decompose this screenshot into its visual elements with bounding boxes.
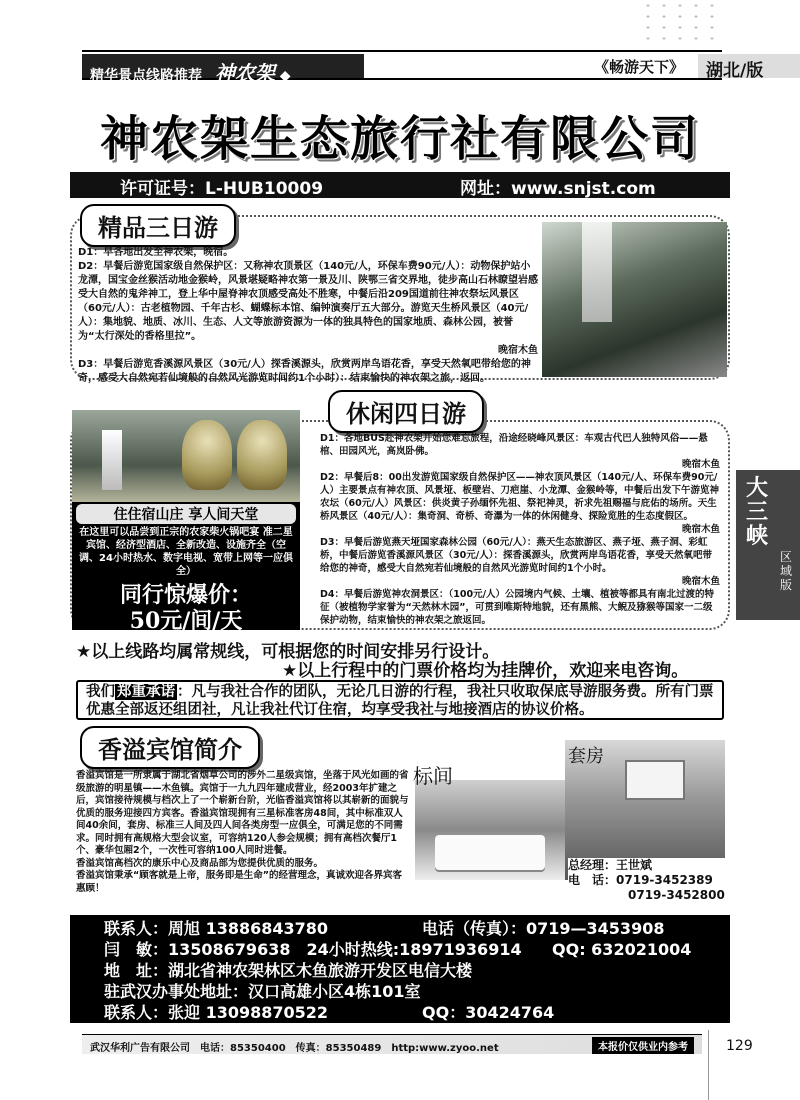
magazine-name: 《畅游天下》 bbox=[594, 58, 685, 76]
license-bar bbox=[70, 172, 730, 198]
hotel-manager-box bbox=[568, 858, 728, 903]
contact-block bbox=[70, 915, 730, 1023]
decorative-dots bbox=[640, 0, 720, 40]
monkey-figure bbox=[237, 420, 287, 490]
footer-bar bbox=[82, 1034, 702, 1054]
commitment-text: ：凡与我社合作的团队，无论几日游的行程，我社只收取保底导游服务费。所有门票优惠全部返还组团社，凡让我社代订住宿，均享受我社与地接酒店的协议价格。 bbox=[86, 684, 714, 718]
commitment-highlight: 郑重承诺 bbox=[117, 684, 175, 700]
standard-room-label: 标间 bbox=[413, 764, 453, 788]
contact-3: 联系人：张迎 13098870522 bbox=[104, 1003, 329, 1022]
hotel-description bbox=[76, 770, 411, 895]
tour3-day3: D3：早餐后游览香溪源风景区（30元/人）探香溪源头，欣赏两岸鸟语花香，享受天然氧吧带给您的神奇，感受大自然宛若仙境般的自然风光游览时间约1个小时）：结束愉快的神农架之旅，返回。 bbox=[78, 359, 531, 384]
promo-price: 50元/间/天 bbox=[129, 608, 243, 634]
hotel-phone-label: 电 话： bbox=[568, 873, 617, 887]
website: 网址：www.snjst.com bbox=[460, 179, 656, 199]
waterfall-photo bbox=[542, 222, 727, 377]
farmhouse-promo bbox=[72, 502, 300, 634]
series-label: 精华景点线路推荐 bbox=[90, 68, 202, 84]
promo-description: 在这里可以品尝到正宗的农家柴火锅吧宴 准二星宾馆、经济型酒店、全新改造、设施齐全（空调、24小时热水、数字电视、宽带上网等一应俱全） bbox=[79, 527, 293, 577]
golden-monkey-photo bbox=[72, 410, 300, 502]
hotel-title: 香溢宾馆简介 bbox=[80, 726, 260, 769]
standard-room-photo bbox=[415, 780, 565, 880]
contact-qq-2: QQ：30424764 bbox=[422, 1003, 555, 1022]
suite-label: 套房 bbox=[568, 746, 604, 767]
tour3-day1: D1：早各地出发至神农架，晚宿。 bbox=[78, 247, 234, 258]
hotel-paragraph: 香溢宾馆秉承“顾客就是上帝，服务即是生命”的经营理念，真诚欢迎各界宾客惠顾！ bbox=[76, 870, 402, 894]
hotel-phone-2: 0719-3452800 bbox=[628, 888, 725, 902]
waterfall-figure bbox=[102, 430, 122, 490]
wuhan-office: 驻武汉办事处地址：汉口高雄小区4栋101室 bbox=[104, 982, 421, 1001]
contact-address: 地 址：湖北省神农架林区木鱼旅游开发区电信大楼 bbox=[104, 961, 473, 980]
tour3-itinerary bbox=[78, 246, 538, 386]
notice-custom-routes: ★以上线路均属常规线，可根据您的时间安排另行设计。 bbox=[76, 642, 500, 662]
hotel-paragraph: 香溢宾馆是一所隶属于湖北省烟草公司的涉外二星级宾馆，坐落于风光如画的省级旅游的明星镇——木鱼镇。宾馆于一九九四年建成营业，经2003年扩建之后，宾馆接待规模与档次上了一个崭新台阶，光临香溢宾馆将以其崭新的面貌与优质的服务迎接四方宾客。香溢宾馆现拥有三星标准客房48间，其中标准双人间40余间，套房、标准三人间及四人间各类房型一应俱全，可满足您的不同需求。同时拥有高规格大型会议室，可容纳120人参会规模；拥有高档次餐厅1个、豪华包厢2个，一次性可容纳100人同时进餐。 bbox=[76, 770, 409, 856]
tour4-overnight: 晚宿木鱼 bbox=[681, 524, 720, 535]
tour4-overnight: 晚宿木鱼 bbox=[681, 459, 720, 470]
tour3-overnight: 晚宿木鱼 bbox=[498, 345, 538, 356]
side-tab bbox=[736, 470, 800, 620]
hotel-phone-1: 0719-3452389 bbox=[616, 873, 713, 887]
contact-tel: 电话（传真）：0719—3453908 bbox=[422, 919, 665, 938]
commitment-prefix: 我们 bbox=[86, 684, 115, 700]
diamond-icon: ◆ bbox=[279, 68, 291, 84]
monkey-figure bbox=[182, 420, 232, 490]
contact-1: 联系人：周旭 13886843780 bbox=[104, 919, 329, 938]
license-number: 许可证号：L-HUB10009 bbox=[120, 179, 324, 199]
tour4-day3: D3：早餐后游览燕天垭国家森林公园（60元/人）：燕天生态旅游区、燕子垭、燕子洞、彩虹桥，中餐后游览香溪源风景区（30元/人）：探香溪源头，欣赏两岸鸟语花香，享受天然氧吧带给您的神奇，感受大自然宛若仙境般的自然风光游览时间约1个小时。 bbox=[320, 537, 712, 574]
tour4-overnight: 晚宿木鱼 bbox=[681, 576, 720, 587]
side-tab-title: 大三峡 bbox=[745, 475, 768, 549]
tour4-day2: D2：早餐后8：00出发游览国家级自然保护区——神农顶风景区（140元/人、环保车费90元/人）主要景点有神农顶、风景垭、板壁岩、刀疤崖、小龙潭、金猴岭等，中餐后出发下午游览神农坛（60元/人）风景区：供炎黄子孙缅怀先祖、祭祀神灵，祈求先祖赐福与庇佑的场所。天生桥风景区（40元/人）：集奇洞、奇桥、奇瀑为一体的休闲健身、探险览胜的生态度假区。 bbox=[320, 472, 720, 522]
page-number: 129 bbox=[726, 1038, 753, 1054]
top-header-bar bbox=[82, 50, 764, 85]
promo-price-label: 同行惊爆价： bbox=[119, 582, 252, 608]
tour4-itinerary bbox=[320, 432, 720, 627]
tour3-title: 精品三日游 bbox=[80, 204, 236, 247]
series-destination: 神农架 bbox=[214, 61, 275, 85]
reference-note: 本报价仅供业内参考 bbox=[592, 1037, 694, 1054]
hotel-manager: 总经理：王世斌 bbox=[568, 858, 653, 872]
tour4-day4: D4：早餐后游览神农洞景区：（100元/人）公园境内气候、土壤、植被等都具有南北过渡的特征（被植物学家誉为“天然林木园”，可贯到唯斯特地貌，还有黑熊、大鲵及猕猴等国家一二级保护动物，结束愉快的神农架之旅返回。 bbox=[320, 589, 715, 626]
series-label-box bbox=[82, 54, 364, 85]
tour3-day2: D2：早餐后游览国家级自然保护区：又称神农顶景区（140元/人，环保车费90元/人）：动物保护站小龙潭，国宝金丝猴活动地金猴岭，风景堪疑略神农第一景及川、陕鄂三省交界地，徒步高山石林瞭望岩感受大自然的鬼斧神工，登上华中屋脊神农顶感受高处不胜寒，中餐后沿209国道前往神农祭坛风景区（60元/人）：古老植物园、千年古杉、蝴蝶标本馆、编钟演奏厅五大部分。游览天生桥风景区（40元/人）：集地貌、地质、冰川、生态、人文等旅游资源为一体的独具特色的国家地质、森林公园，被誉为“太行深处的香格里拉”。 bbox=[78, 261, 538, 342]
commitment-box bbox=[76, 680, 724, 720]
tour4-title: 休闲四日游 bbox=[328, 390, 484, 433]
divider bbox=[708, 1030, 709, 1100]
notice-ticket-prices: ★以上行程中的门票价格均为挂牌价，欢迎来电咨询。 bbox=[282, 661, 689, 681]
company-name: 神农架生态旅行社有限公司 bbox=[99, 111, 700, 167]
contact-2: 闫 敏：13508679638 24小时热线:18971936914 bbox=[104, 940, 522, 959]
side-tab-subtitle: 区域版 bbox=[779, 550, 792, 592]
promo-title: 住住宿山庄 享人间天堂 bbox=[76, 504, 296, 524]
region-label: 湖北/版 bbox=[698, 54, 800, 78]
hotel-paragraph: 香溢宾馆高档次的康乐中心及商品部为您提供优质的服务。 bbox=[76, 857, 324, 869]
publisher-info: 武汉华利广告有限公司 电话：85350400 传真：85350489 http:www.zyoo.net bbox=[90, 1043, 499, 1054]
tour4-day1: D1：各地BUS赴神农架开始您难忘旅程，沿途经晓峰风景区：车观古代巴人独特风俗——悬棺、田园风光，高岚卧佛。 bbox=[320, 433, 708, 457]
contact-qq-1: QQ: 632021004 bbox=[552, 940, 692, 959]
